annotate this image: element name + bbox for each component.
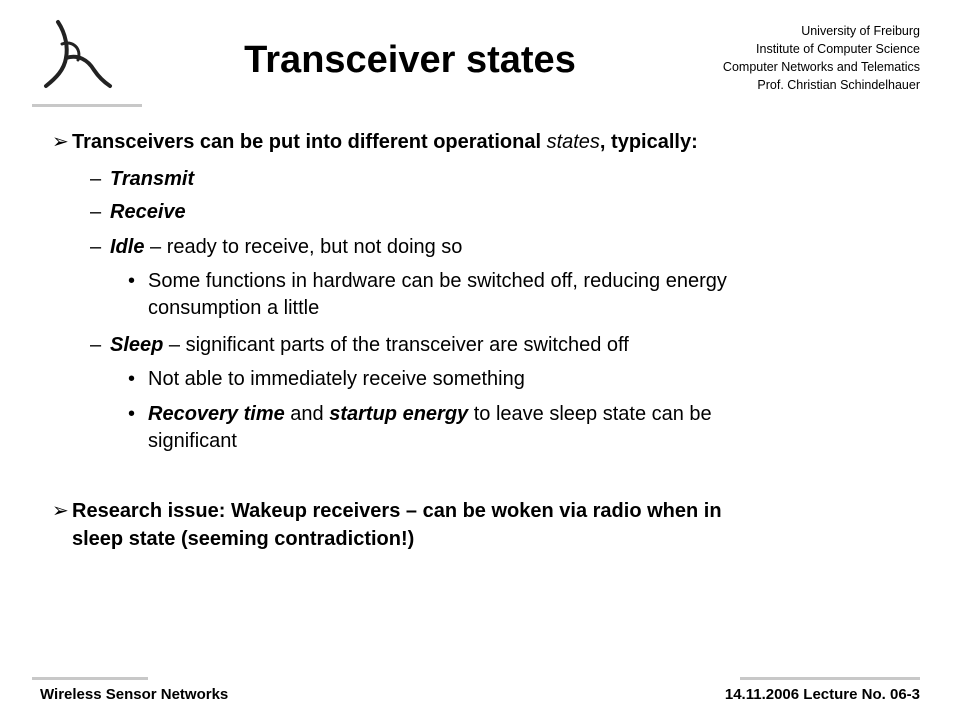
institution-line: Institute of Computer Science <box>756 42 920 56</box>
footer-divider-right <box>740 677 920 680</box>
state-idle: – Idle – ready to receive, but not doing so <box>90 236 463 258</box>
institution-line: Prof. Christian Schindelhauer <box>757 78 920 92</box>
institution-line: University of Freiburg <box>801 24 920 38</box>
institution-block <box>723 22 920 94</box>
university-logo <box>38 14 118 94</box>
arrow-bullet-icon: ➢ <box>52 500 69 522</box>
header-divider <box>32 104 142 107</box>
slide-title: Transceiver states <box>244 39 576 81</box>
footer-course-title: Wireless Sensor Networks <box>40 686 229 703</box>
institution-line: Computer Networks and Telematics <box>722 60 920 74</box>
sleep-detail-1: • Not able to immediately receive something <box>128 368 525 390</box>
footer-divider-left <box>32 677 148 680</box>
idle-detail: • Some functions in hardware can be switched off, reducing energy consumption a little <box>128 270 727 319</box>
arrow-bullet-icon: ➢ <box>52 131 69 153</box>
sleep-detail-2: • Recovery time and startup energy to leave sleep state can be significant <box>128 403 712 452</box>
state-sleep: – Sleep – significant parts of the transceiver are switched off <box>90 334 629 356</box>
footer-lecture-info: 14.11.2006 Lecture No. 06-3 <box>724 686 920 703</box>
bullet-research-issue: ➢ Research issue: Wakeup receivers – can be woken via radio when in sleep state (seeming contradiction!) <box>52 497 902 553</box>
bullet-transceiver-states: ➢ Transceivers can be put into different operational states, typically: <box>52 128 902 156</box>
state-receive: – Receive <box>90 201 186 223</box>
state-transmit: – Transmit <box>90 168 195 190</box>
